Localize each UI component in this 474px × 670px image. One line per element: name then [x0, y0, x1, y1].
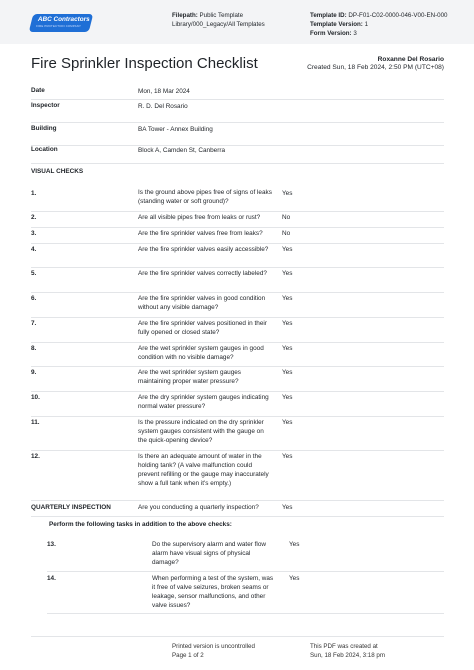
check-number: 5. [31, 270, 37, 277]
check-number: 8. [31, 345, 37, 352]
quarterly-heading: QUARTERLY INSPECTION [31, 504, 111, 511]
footer-divider [31, 636, 444, 637]
check-answer: Yes [282, 295, 293, 302]
detail-value: BA Tower - Annex Building [138, 126, 213, 133]
check-answer: Yes [282, 270, 293, 277]
check-number: 13. [47, 541, 56, 548]
detail-row-date [31, 82, 444, 100]
check-row-6 [31, 293, 444, 318]
footer-left [172, 642, 255, 660]
quarterly-row [31, 501, 444, 517]
check-question: Is the ground above pipes free of signs of leaks (standing water or soft ground)? [138, 189, 272, 205]
check-answer: Yes [289, 541, 300, 548]
check-answer: Yes [282, 453, 293, 460]
check-answer: Yes [289, 575, 300, 582]
detail-value: Block A, Camden St, Canberra [138, 147, 226, 154]
check-question: Is there an adequate amount of water in the holding tank? (A valve malfunction could prevent refilling or the gauge may inaccurately show a full tank when it's empty.) [138, 453, 269, 487]
check-number: 11. [31, 419, 40, 426]
footer-created-label: This PDF was created at [310, 643, 378, 650]
detail-row-building [31, 123, 444, 146]
check-question: Are the dry sprinkler system gauges indicating normal water pressure? [138, 394, 269, 410]
company-logo [29, 14, 93, 32]
filepath-value: Public Template Library/000_Legacy/All Templates [172, 12, 265, 28]
check-row-10 [31, 392, 444, 417]
check-answer: No [282, 214, 291, 221]
check-answer: Yes [282, 320, 293, 327]
check-row-14 [47, 572, 444, 614]
form-version-value: 3 [353, 30, 357, 37]
check-row-8 [31, 343, 444, 367]
check-number: 14. [47, 575, 56, 582]
check-number: 2. [31, 214, 37, 221]
check-question: Are the fire sprinkler valves in good condition without any visible damage? [138, 295, 266, 311]
visual-checks-heading: VISUAL CHECKS [31, 168, 84, 175]
check-row-4 [31, 244, 444, 268]
detail-label: Building [31, 125, 57, 132]
check-question: Are the fire sprinkler valves easily accessible? [138, 246, 269, 253]
template-meta [310, 11, 470, 38]
detail-label: Date [31, 87, 45, 94]
check-question: Are the fire sprinkler valves free from leaks? [138, 230, 263, 237]
check-number: 6. [31, 295, 37, 302]
check-answer: Yes [282, 419, 293, 426]
filepath-meta [172, 11, 302, 29]
check-answer: Yes [282, 369, 293, 376]
check-question: Are the fire sprinkler valves correctly labeled? [138, 270, 267, 277]
check-number: 1. [31, 190, 37, 197]
quarterly-answer: Yes [282, 504, 293, 511]
check-row-1 [31, 184, 444, 212]
check-question: Do the supervisory alarm and water flow alarm have visual signs of physical damage? [152, 541, 267, 566]
author-name: Roxanne Del Rosario [377, 56, 444, 63]
check-question: Are the wet sprinkler system gauges maintaining proper water pressure? [138, 369, 242, 385]
detail-label: Location [31, 146, 58, 153]
footer-uncontrolled-note: Printed version is uncontrolled [172, 643, 255, 650]
check-question: Are all visible pipes free from leaks or rust? [138, 214, 261, 221]
check-number: 9. [31, 369, 37, 376]
form-version-label: Form Version: [310, 30, 352, 37]
detail-row-location [31, 146, 444, 164]
check-answer: No [282, 230, 291, 237]
check-row-11 [31, 417, 444, 451]
check-answer: Yes [282, 190, 293, 197]
check-number: 4. [31, 246, 37, 253]
check-row-3 [31, 228, 444, 244]
quarterly-instruction: Perform the following tasks in addition to the above checks: [49, 521, 232, 528]
check-question: Is the pressure indicated on the dry sprinkler system gauges consistent with the gauge on the quick-opening device? [138, 419, 264, 444]
quarterly-question: Are you conducting a quarterly inspection? [138, 504, 259, 511]
check-question: When performing a test of the system, was it free of valve seizures, broken seams or leakage, sensor malfunctions, and other valve issues? [152, 575, 274, 609]
detail-row-inspector [31, 100, 444, 123]
check-row-2 [31, 212, 444, 228]
template-id-label: Template ID: [310, 12, 347, 19]
created-timestamp: Created Sun, 18 Feb 2024, 2:50 PM (UTC+08) [307, 64, 444, 71]
check-number: 7. [31, 320, 37, 327]
check-number: 3. [31, 230, 37, 237]
footer-right [310, 642, 385, 660]
detail-label: Inspector [31, 102, 60, 109]
check-question: Are the wet sprinkler system gauges in good condition with no visible damage? [138, 345, 264, 361]
check-row-5 [31, 268, 444, 293]
check-row-7 [31, 318, 444, 343]
check-row-9 [31, 367, 444, 392]
check-row-13 [47, 538, 444, 572]
check-answer: Yes [282, 345, 293, 352]
detail-value: R. D. Del Rosario [138, 103, 188, 110]
check-number: 12. [31, 453, 40, 460]
check-number: 10. [31, 394, 40, 401]
author-block [307, 56, 444, 72]
filepath-label: Filepath: [172, 12, 198, 19]
page-title: Fire Sprinkler Inspection Checklist [31, 55, 258, 72]
check-answer: Yes [282, 394, 293, 401]
footer-created-date: Sun, 18 Feb 2024, 3:18 pm [310, 652, 385, 659]
check-row-12 [31, 451, 444, 501]
detail-value: Mon, 18 Mar 2024 [138, 88, 190, 95]
logo-tagline: FIRE PROTECTION COMPANY [36, 24, 82, 28]
check-question: Are the fire sprinkler valves positioned in their fully opened or closed state? [138, 320, 267, 336]
template-version-label: Template Version: [310, 21, 363, 28]
check-answer: Yes [282, 246, 293, 253]
template-id-value: DP-F01-C02-0000-046-V00-EN-000 [348, 12, 448, 19]
logo-name: ABC Contractors [37, 16, 90, 23]
footer-page-number: Page 1 of 2 [172, 652, 204, 659]
template-version-value: 1 [364, 21, 369, 28]
